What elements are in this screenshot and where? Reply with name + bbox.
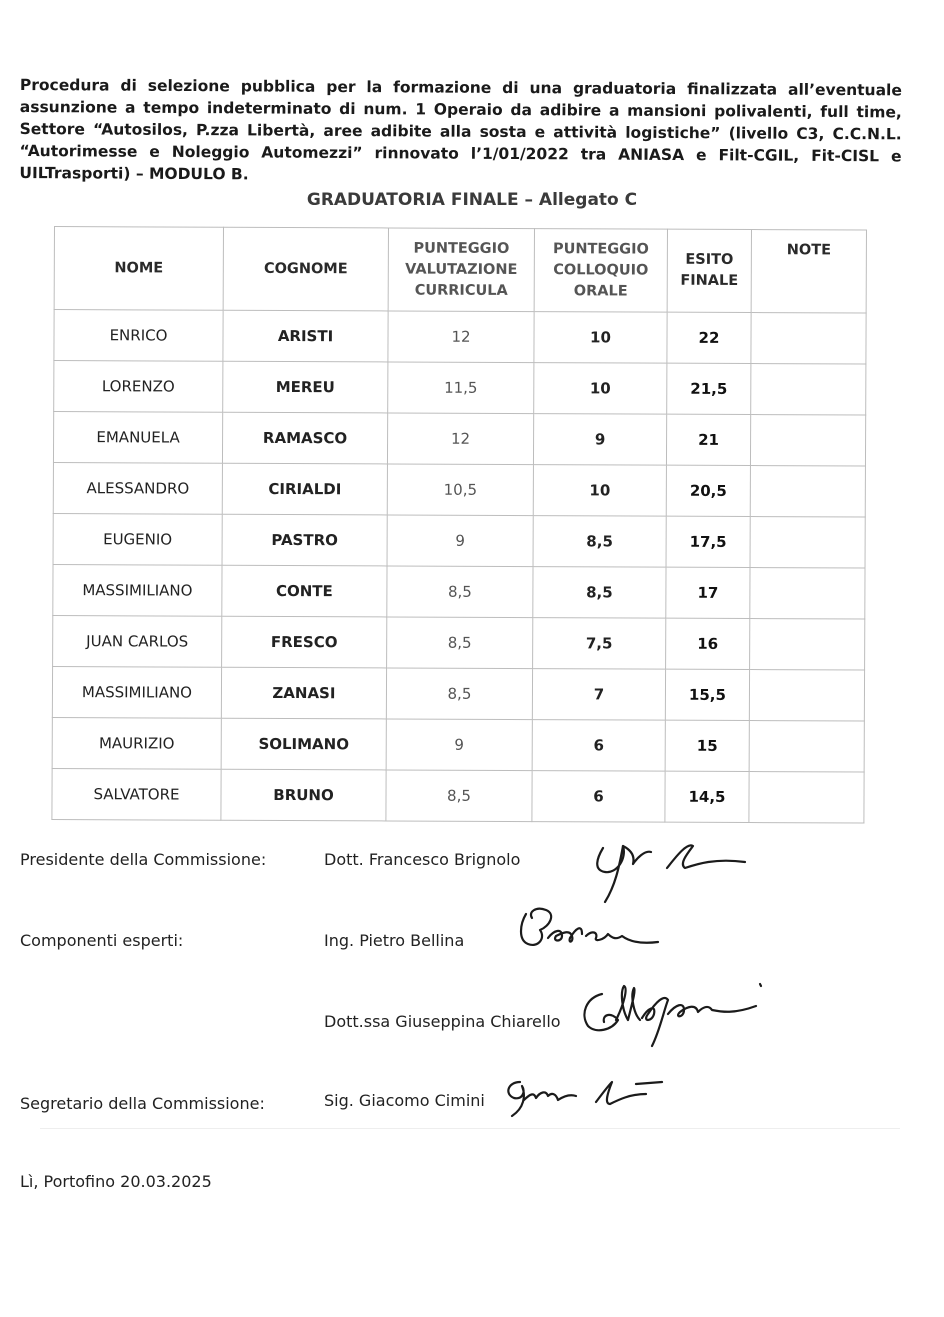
cell-esito: 15	[665, 720, 749, 771]
cell-note	[749, 721, 864, 773]
cell-nome: SALVATORE	[52, 768, 221, 820]
cell-cognome: RAMASCO	[222, 412, 387, 464]
cell-esito: 22	[667, 312, 751, 363]
table-row	[52, 717, 864, 772]
table-row	[54, 310, 866, 365]
cell-nome: LORENZO	[54, 361, 223, 413]
cell-cognome: CONTE	[222, 565, 387, 617]
cell-nome: ENRICO	[54, 310, 223, 362]
header-colloquio-line: COLLOQUIO	[553, 261, 649, 279]
cell-cognome: CIRIALDI	[222, 463, 387, 515]
cell-colloquio: 8,5	[533, 516, 666, 568]
header-colloquio	[534, 229, 667, 313]
cell-colloquio: 7,5	[533, 618, 666, 670]
header-curricula	[388, 228, 534, 312]
presidente-name: Dott. Francesco Brignolo	[324, 850, 521, 869]
cell-colloquio: 8,5	[533, 567, 666, 619]
cell-nome: EUGENIO	[53, 513, 222, 565]
componente1-name: Ing. Pietro Bellina	[324, 931, 465, 950]
cell-curricula: 8,5	[386, 770, 532, 822]
header-cognome: COGNOME	[223, 227, 388, 311]
cell-esito: 21,5	[667, 363, 751, 414]
cell-cognome: MEREU	[223, 361, 388, 413]
table-row	[53, 462, 865, 517]
componente2-name: Dott.ssa Giuseppina Chiarello	[324, 1012, 561, 1031]
header-curricula-line: VALUTAZIONE	[405, 261, 518, 278]
cell-nome: ALESSANDRO	[53, 462, 222, 514]
cell-esito: 20,5	[666, 465, 750, 516]
segretario-name: Sig. Giacomo Cimini	[324, 1091, 485, 1110]
table-row	[53, 564, 865, 619]
intro-paragraph: Procedura di selezione pubblica per la formazione di una graduatoria finalizzata all’eventuale assunzione a tempo indeterminato di num. 1 Operaio da adibire a mansioni polivalenti, full time, Settore “Autosilos, P.zza Libertà, aree adibite alla sosta e attività logistiche” (livello C3, C.C.N.L. “Autorimesse e Noleggio Automezzi” rinnovato l’1/01/2022 tra ANIASA e Filt-CGIL, Fit-CISL e UILTrasporti) – MODULO B.	[19, 75, 902, 184]
cell-note	[749, 670, 864, 722]
cell-nome: MASSIMILIANO	[52, 666, 221, 718]
cell-esito: 17,5	[666, 516, 750, 567]
cell-colloquio: 10	[533, 465, 666, 517]
cell-note	[750, 568, 865, 620]
header-nome: NOME	[54, 227, 223, 311]
cell-curricula: 10,5	[387, 464, 533, 516]
header-curricula-line: CURRICULA	[414, 282, 508, 299]
header-colloquio-line: PUNTEGGIO	[552, 240, 649, 258]
bellina-signature	[512, 902, 662, 962]
cell-curricula: 9	[387, 515, 533, 567]
cell-nome: JUAN CARLOS	[53, 615, 222, 667]
cell-curricula: 8,5	[387, 617, 533, 669]
cell-colloquio: 10	[534, 363, 667, 415]
cell-cognome: BRUNO	[221, 769, 386, 821]
cell-esito: 21	[666, 414, 750, 465]
header-esito-line: FINALE	[680, 272, 739, 289]
cell-esito: 15,5	[665, 669, 749, 720]
cell-curricula: 8,5	[387, 566, 533, 618]
cell-curricula: 9	[386, 719, 532, 771]
presidente-label: Presidente della Commissione:	[20, 850, 267, 869]
cell-note	[751, 364, 866, 416]
table-row	[52, 666, 864, 721]
cimini-signature	[496, 1072, 676, 1122]
cell-cognome: ZANASI	[221, 667, 386, 719]
cell-cognome: FRESCO	[222, 616, 387, 668]
cell-curricula: 12	[387, 413, 533, 465]
header-esito-line: ESITO	[685, 251, 734, 268]
cell-nome: EMANUELA	[53, 412, 222, 464]
segretario-label: Segretario della Commissione:	[20, 1094, 265, 1113]
header-colloquio-line: ORALE	[573, 282, 628, 300]
cell-note	[749, 772, 864, 824]
header-note: NOTE	[751, 230, 866, 314]
table-row	[54, 361, 866, 416]
cell-esito: 14,5	[665, 771, 749, 822]
cell-note	[751, 313, 866, 365]
divider	[40, 1128, 900, 1129]
cell-cognome: ARISTI	[223, 310, 388, 362]
cell-cognome: PASTRO	[222, 514, 387, 566]
cell-note	[750, 619, 865, 671]
cell-nome: MASSIMILIANO	[53, 564, 222, 616]
table-row	[52, 768, 864, 823]
table-row	[53, 412, 865, 467]
componenti-label: Componenti esperti:	[20, 931, 184, 950]
cell-note	[750, 415, 865, 467]
cell-esito: 17	[666, 567, 750, 618]
document-title: GRADUATORIA FINALE – Allegato C	[306, 190, 638, 210]
cell-curricula: 11,5	[388, 362, 534, 414]
header-esito	[667, 229, 751, 312]
cell-nome: MAURIZIO	[52, 717, 221, 769]
ranking-table	[51, 226, 867, 824]
cell-curricula: 12	[388, 311, 534, 363]
table-row	[53, 615, 865, 670]
table-row	[53, 513, 865, 568]
cell-note	[750, 466, 865, 518]
chiarello-signature	[572, 974, 772, 1054]
table-header-row	[54, 227, 866, 314]
cell-curricula: 8,5	[386, 668, 532, 720]
cell-esito: 16	[666, 618, 750, 669]
cell-cognome: SOLIMANO	[221, 718, 386, 770]
cell-note	[750, 517, 865, 569]
cell-colloquio: 6	[532, 720, 665, 772]
header-curricula-line: PUNTEGGIO	[413, 240, 510, 257]
presidente-signature	[575, 828, 755, 908]
date-place: Lì, Portofino 20.03.2025	[20, 1172, 212, 1191]
cell-colloquio: 7	[532, 669, 665, 721]
cell-colloquio: 9	[533, 414, 666, 466]
cell-colloquio: 10	[534, 312, 667, 364]
cell-colloquio: 6	[532, 771, 665, 823]
